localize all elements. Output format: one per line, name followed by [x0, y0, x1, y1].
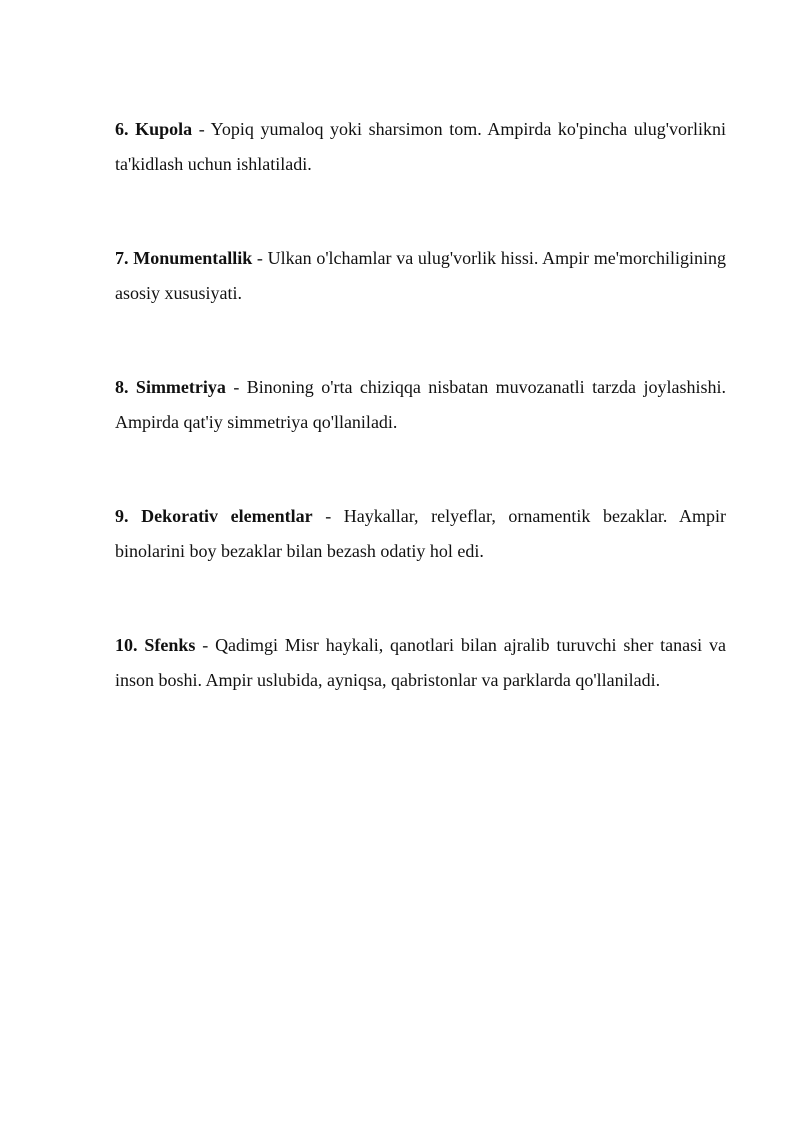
- term-name: 9. Dekorativ elementlar: [115, 506, 313, 526]
- term-definition: Ulkan o'lchamlar va ulug'vorlik hissi. Ampir me'morchiligining asosiy xususiyati.: [115, 248, 726, 303]
- term-name: 6. Kupola: [115, 119, 193, 139]
- glossary-list: [115, 112, 726, 757]
- term-definition: Haykallar, relyeflar, ornamentik bezaklar. Ampir binolarini boy bezaklar bilan bezash odatiy hol edi.: [115, 506, 726, 561]
- term-definition: Qadimgi Misr haykali, qanotlari bilan ajralib turuvchi sher tanasi va inson boshi. Ampir uslubida, ayniqsa, qabristonlar va parklarda qo'llaniladi.: [115, 635, 726, 690]
- term-name: 8. Simmetriya: [115, 377, 226, 397]
- term-monumentallik: [115, 241, 726, 311]
- term-separator: -: [252, 248, 268, 268]
- term-definition: Binoning o'rta chiziqqa nisbatan muvozanatli tarzda joylashishi. Ampirda qat'iy simmetriya qo'llaniladi.: [115, 377, 726, 432]
- term-definition: Yopiq yumaloq yoki sharsimon tom. Ampirda ko'pincha ulug'vorlikni ta'kidlash uchun ishlatiladi.: [115, 119, 726, 174]
- term-sfenks: [115, 628, 726, 698]
- term-simmetriya: [115, 370, 726, 440]
- term-name: 7. Monumentallik: [115, 248, 253, 268]
- term-separator: -: [195, 635, 216, 655]
- term-separator: -: [225, 377, 247, 397]
- term-name: 10. Sfenks: [115, 635, 196, 655]
- term-kupola: [115, 112, 726, 182]
- term-separator: -: [192, 119, 211, 139]
- term-dekorativ-elementlar: [115, 499, 726, 569]
- term-separator: -: [312, 506, 344, 526]
